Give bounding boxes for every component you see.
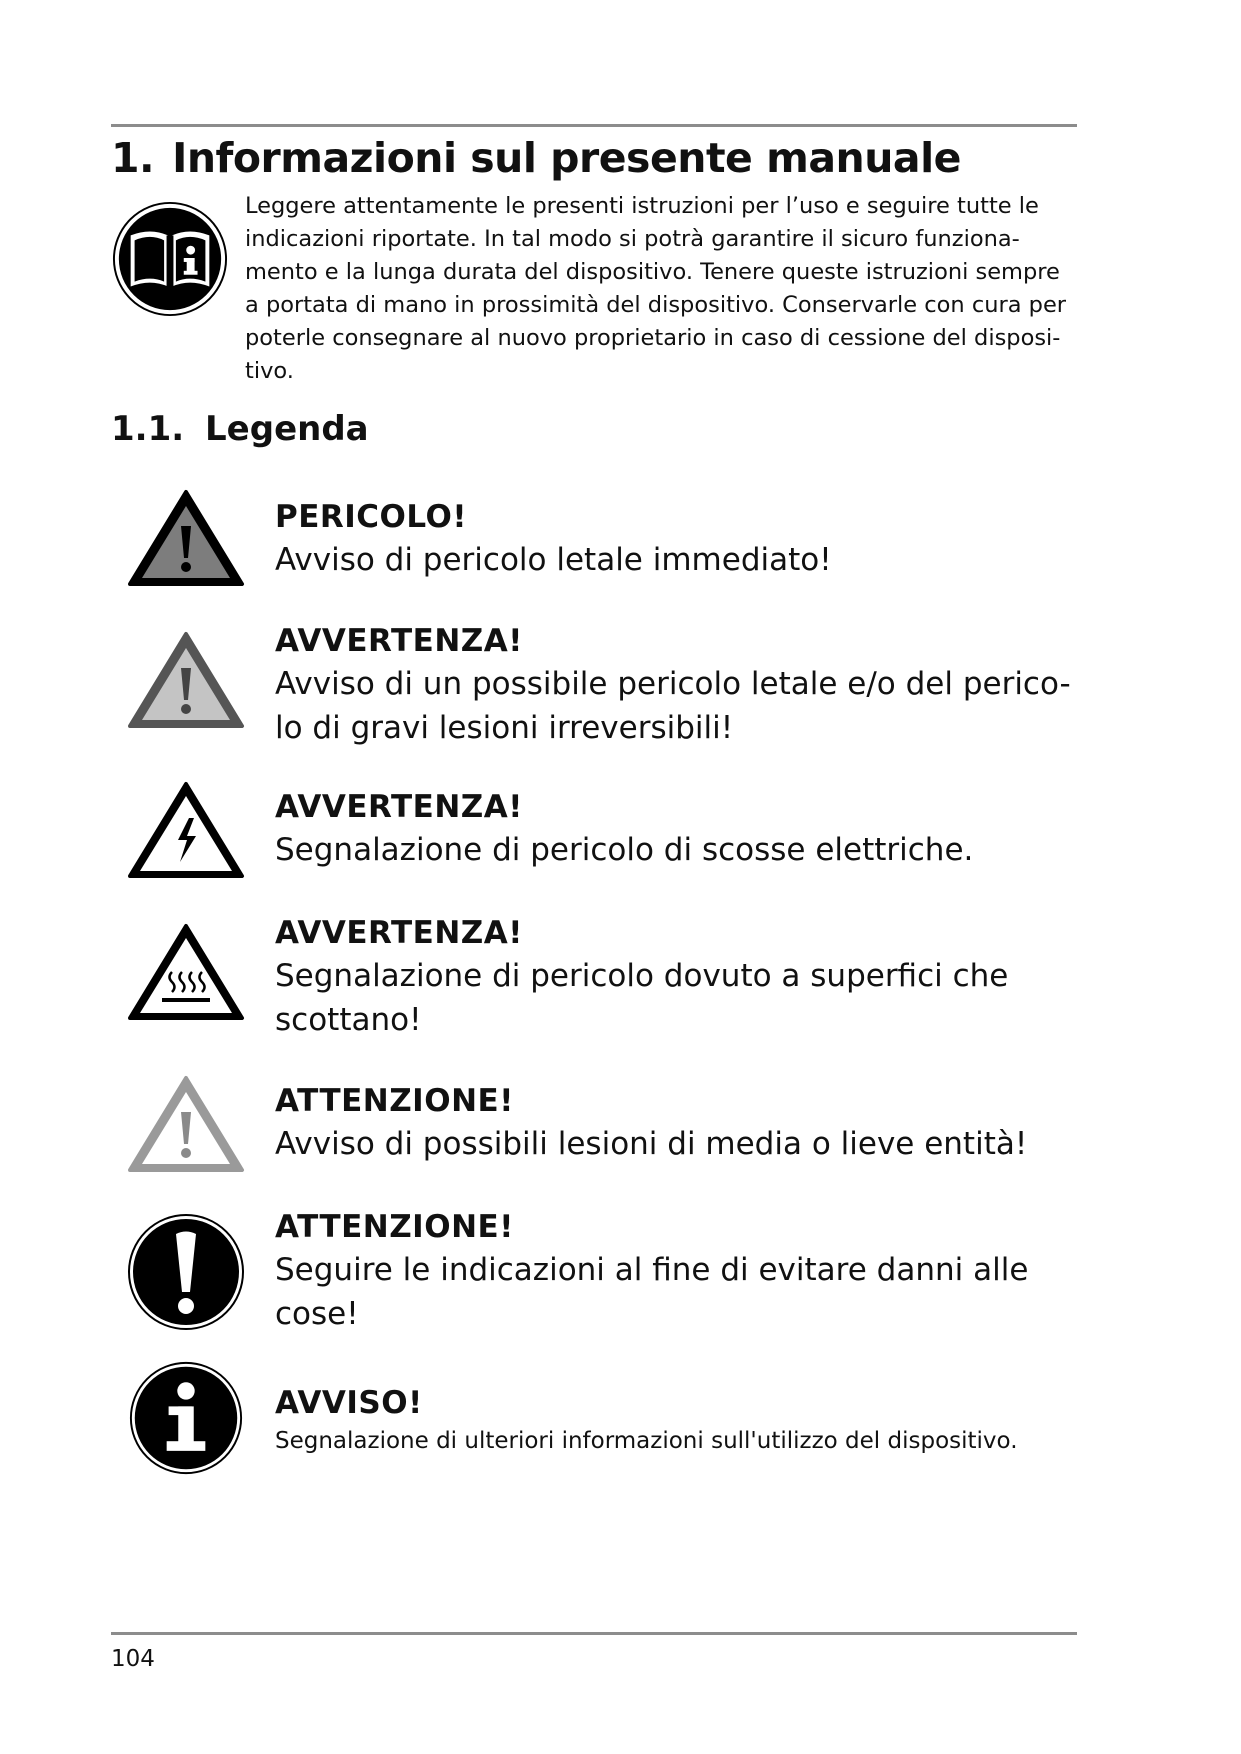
intro-line: Leggere attentamente le presenti istruzioni per l’uso e seguire tutte le [245, 193, 1039, 219]
section-number: 1. [111, 134, 155, 182]
legend-entry [275, 786, 1075, 872]
legend-entry-description: cose! [275, 1296, 359, 1332]
exclamation-circle-icon [126, 1212, 246, 1332]
legend-entry-description: Segnalazione di pericolo dovuto a superfici che [275, 958, 1009, 994]
legend-entry-description: Segnalazione di ulteriori informazioni sull'utilizzo del dispositivo. [275, 1428, 1018, 1454]
legend-entry-title: AVVERTENZA! [275, 789, 523, 825]
legend-entry [275, 1382, 1075, 1458]
legend-entry-title: PERICOLO! [275, 499, 468, 535]
legend-entry-title: AVVERTENZA! [275, 623, 523, 659]
caution-triangle-icon [126, 1074, 246, 1174]
legend-entry-description: Segnalazione di pericolo di scosse elettriche. [275, 832, 974, 868]
hot-surface-triangle-icon [126, 922, 246, 1022]
intro-paragraph [245, 190, 1087, 388]
info-circle-icon [128, 1360, 244, 1476]
page-number: 104 [111, 1646, 155, 1672]
intro-line: tivo. [245, 358, 294, 384]
intro-line: a portata di mano in prossimità del dispositivo. Conservarle con cura per [245, 292, 1067, 318]
subsection-title: Legenda [205, 409, 369, 449]
legend-entry [275, 496, 1075, 582]
legend-entry-description: lo di gravi lesioni irreversibili! [275, 710, 734, 746]
bottom-rule [111, 1632, 1077, 1635]
legend-entry-description: Seguire le indicazioni al fine di evitare danni alle [275, 1252, 1029, 1288]
legend-entry-title: ATTENZIONE! [275, 1209, 514, 1245]
legend-entry [275, 912, 1075, 1042]
legend-entry [275, 1206, 1075, 1336]
legend-entry-title: AVVERTENZA! [275, 915, 523, 951]
legend-entry-title: AVVISO! [275, 1385, 423, 1421]
legend-entry-description: Avviso di un possibile pericolo letale e/o del perico- [275, 666, 1071, 702]
warning-triangle-icon [126, 630, 246, 730]
top-rule [111, 124, 1077, 127]
legend-entry [275, 620, 1075, 750]
legend-entry-description: Avviso di pericolo letale immediato! [275, 542, 832, 578]
electric-shock-triangle-icon [126, 780, 246, 880]
legend-entry [275, 1080, 1075, 1166]
manual-info-icon [111, 200, 229, 318]
danger-triangle-icon [126, 488, 246, 588]
legend-entry-title: ATTENZIONE! [275, 1083, 514, 1119]
legend-entry-description: scottano! [275, 1002, 422, 1038]
legend-entry-description: Avviso di possibili lesioni di media o lieve entità! [275, 1126, 1028, 1162]
subsection-heading [111, 409, 369, 449]
intro-line: indicazioni riportate. In tal modo si potrà garantire il sicuro funziona- [245, 226, 1020, 252]
section-heading [111, 134, 961, 182]
intro-line: mento e la lunga durata del dispositivo. Tenere queste istruzioni sempre [245, 259, 1060, 285]
subsection-number: 1.1. [111, 409, 185, 449]
section-title: Informazioni sul presente manuale [172, 134, 961, 182]
intro-line: poterle consegnare al nuovo proprietario in caso di cessione del disposi- [245, 325, 1061, 351]
